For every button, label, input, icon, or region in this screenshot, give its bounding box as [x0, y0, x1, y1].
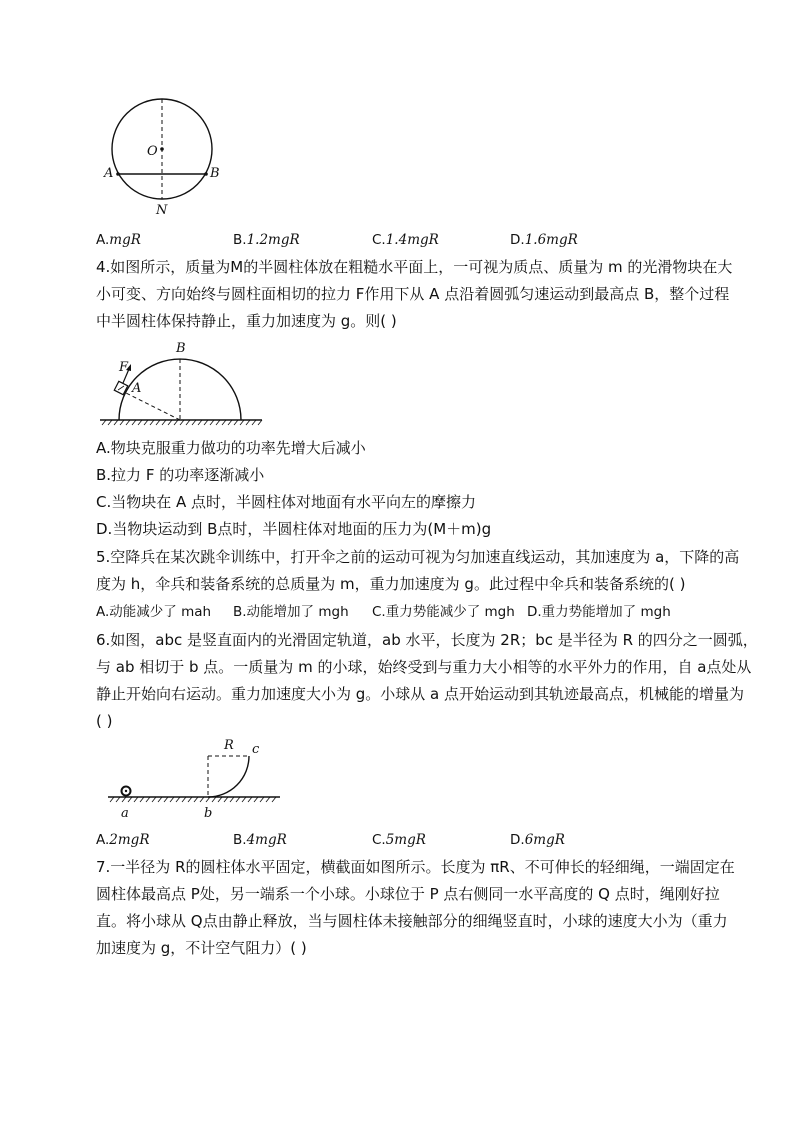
q5-option-c[interactable]: C.重力势能减少了 mgh	[372, 604, 515, 620]
q3-option-d[interactable]: D.1.6mgR	[510, 232, 578, 248]
q6-line-3: 静止开始向右运动。重力加速度大小为 g。小球从 a 点开始运动到其轨迹最高点，机械能的增量为	[96, 685, 745, 703]
q4-option-d[interactable]: D.当物块运动到 B点时，半圆柱体对地面的压力为(M＋m)g	[96, 520, 492, 538]
q5-option-a[interactable]: A.动能减少了 mah	[96, 604, 212, 620]
q7-line-3: 直。将小球从 Q点由静止释放，当与圆柱体未接触部分的细绳竖直时，小球的速度大小为（重力	[96, 912, 728, 930]
q5-line-2: 度为 h，伞兵和装备系统的总质量为 m，重力加速度为 g。此过程中伞兵和装备系统的( )	[96, 575, 686, 593]
label-b: b	[204, 806, 213, 821]
label-o: O	[147, 144, 158, 159]
q6-option-a[interactable]: A.2mgR	[96, 832, 150, 848]
label-b: B	[176, 341, 186, 356]
label-f: F	[119, 360, 129, 375]
quarter-arc-bc	[208, 756, 249, 797]
label-b: B	[210, 166, 220, 181]
q6-line-4: ( )	[96, 712, 113, 730]
q4-line-1: 4.如图所示，质量为M的半圆柱体放在粗糙水平面上，一可视为质点、质量为 m 的光滑物块在大	[96, 258, 733, 276]
q3-option-b[interactable]: B.1.2mgR	[233, 232, 300, 248]
q5-line-1: 5.空降兵在某次跳伞训练中，打开伞之前的运动可视为匀加速直线运动，其加速度为 a，下降的高	[96, 548, 740, 566]
label-c: c	[252, 742, 260, 757]
q4-option-a[interactable]: A.物块克服重力做功的功率先增大后减小	[96, 439, 366, 457]
q7-line-4: 加速度为 g，不计空气阻力）( )	[96, 939, 307, 957]
q5-option-b[interactable]: B.动能增加了 mgh	[233, 604, 349, 620]
q3-option-c[interactable]: C.1.4mgR	[372, 232, 439, 248]
label-a: A	[104, 166, 114, 181]
q6-option-d[interactable]: D.6mgR	[510, 832, 565, 848]
label-a: a	[121, 806, 129, 821]
q4-line-2: 小可变、方向始终与圆柱面相切的拉力 F作用下从 A 点沿着圆弧匀速运动到最高点 B，整个过程	[96, 285, 730, 303]
q4-option-b[interactable]: B.拉力 F 的功率逐渐减小	[96, 466, 265, 484]
q6-option-b[interactable]: B.4mgR	[233, 832, 287, 848]
ball-center	[125, 790, 127, 792]
q7-line-1: 7.一半径为 R的圆柱体水平固定，横截面如图所示。长度为 πR、不可伸长的轻细绳，一端固定在	[96, 858, 735, 876]
q7-line-2: 圆柱体最高点 P处，另一端系一个小球。小球位于 P 点右侧同一水平高度的 Q 点时，绳刚好拉	[96, 885, 720, 903]
q4-option-c[interactable]: C.当物块在 A 点时，半圆柱体对地面有水平向左的摩擦力	[96, 493, 477, 511]
q6-option-c[interactable]: C.5mgR	[372, 832, 426, 848]
ground-hatching	[110, 797, 276, 802]
q4-line-3: 中半圆柱体保持静止，重力加速度为 g。则( )	[96, 312, 397, 330]
q3-option-a[interactable]: A.mgR	[96, 232, 141, 248]
q6-line-1: 6.如图，abc 是竖直面内的光滑固定轨道，ab 水平，长度为 2R；bc 是半径为 R 的四分之一圆弧，	[96, 631, 758, 649]
q5-option-d[interactable]: D.重力势能增加了 mgh	[527, 604, 671, 620]
label-n: N	[156, 203, 168, 218]
label-a: A	[132, 381, 142, 396]
label-r: R	[224, 738, 234, 753]
q6-line-2: 与 ab 相切于 b 点。一质量为 m 的小球，始终受到与重力大小相等的水平外力的作用，自 a点处从	[96, 658, 752, 676]
